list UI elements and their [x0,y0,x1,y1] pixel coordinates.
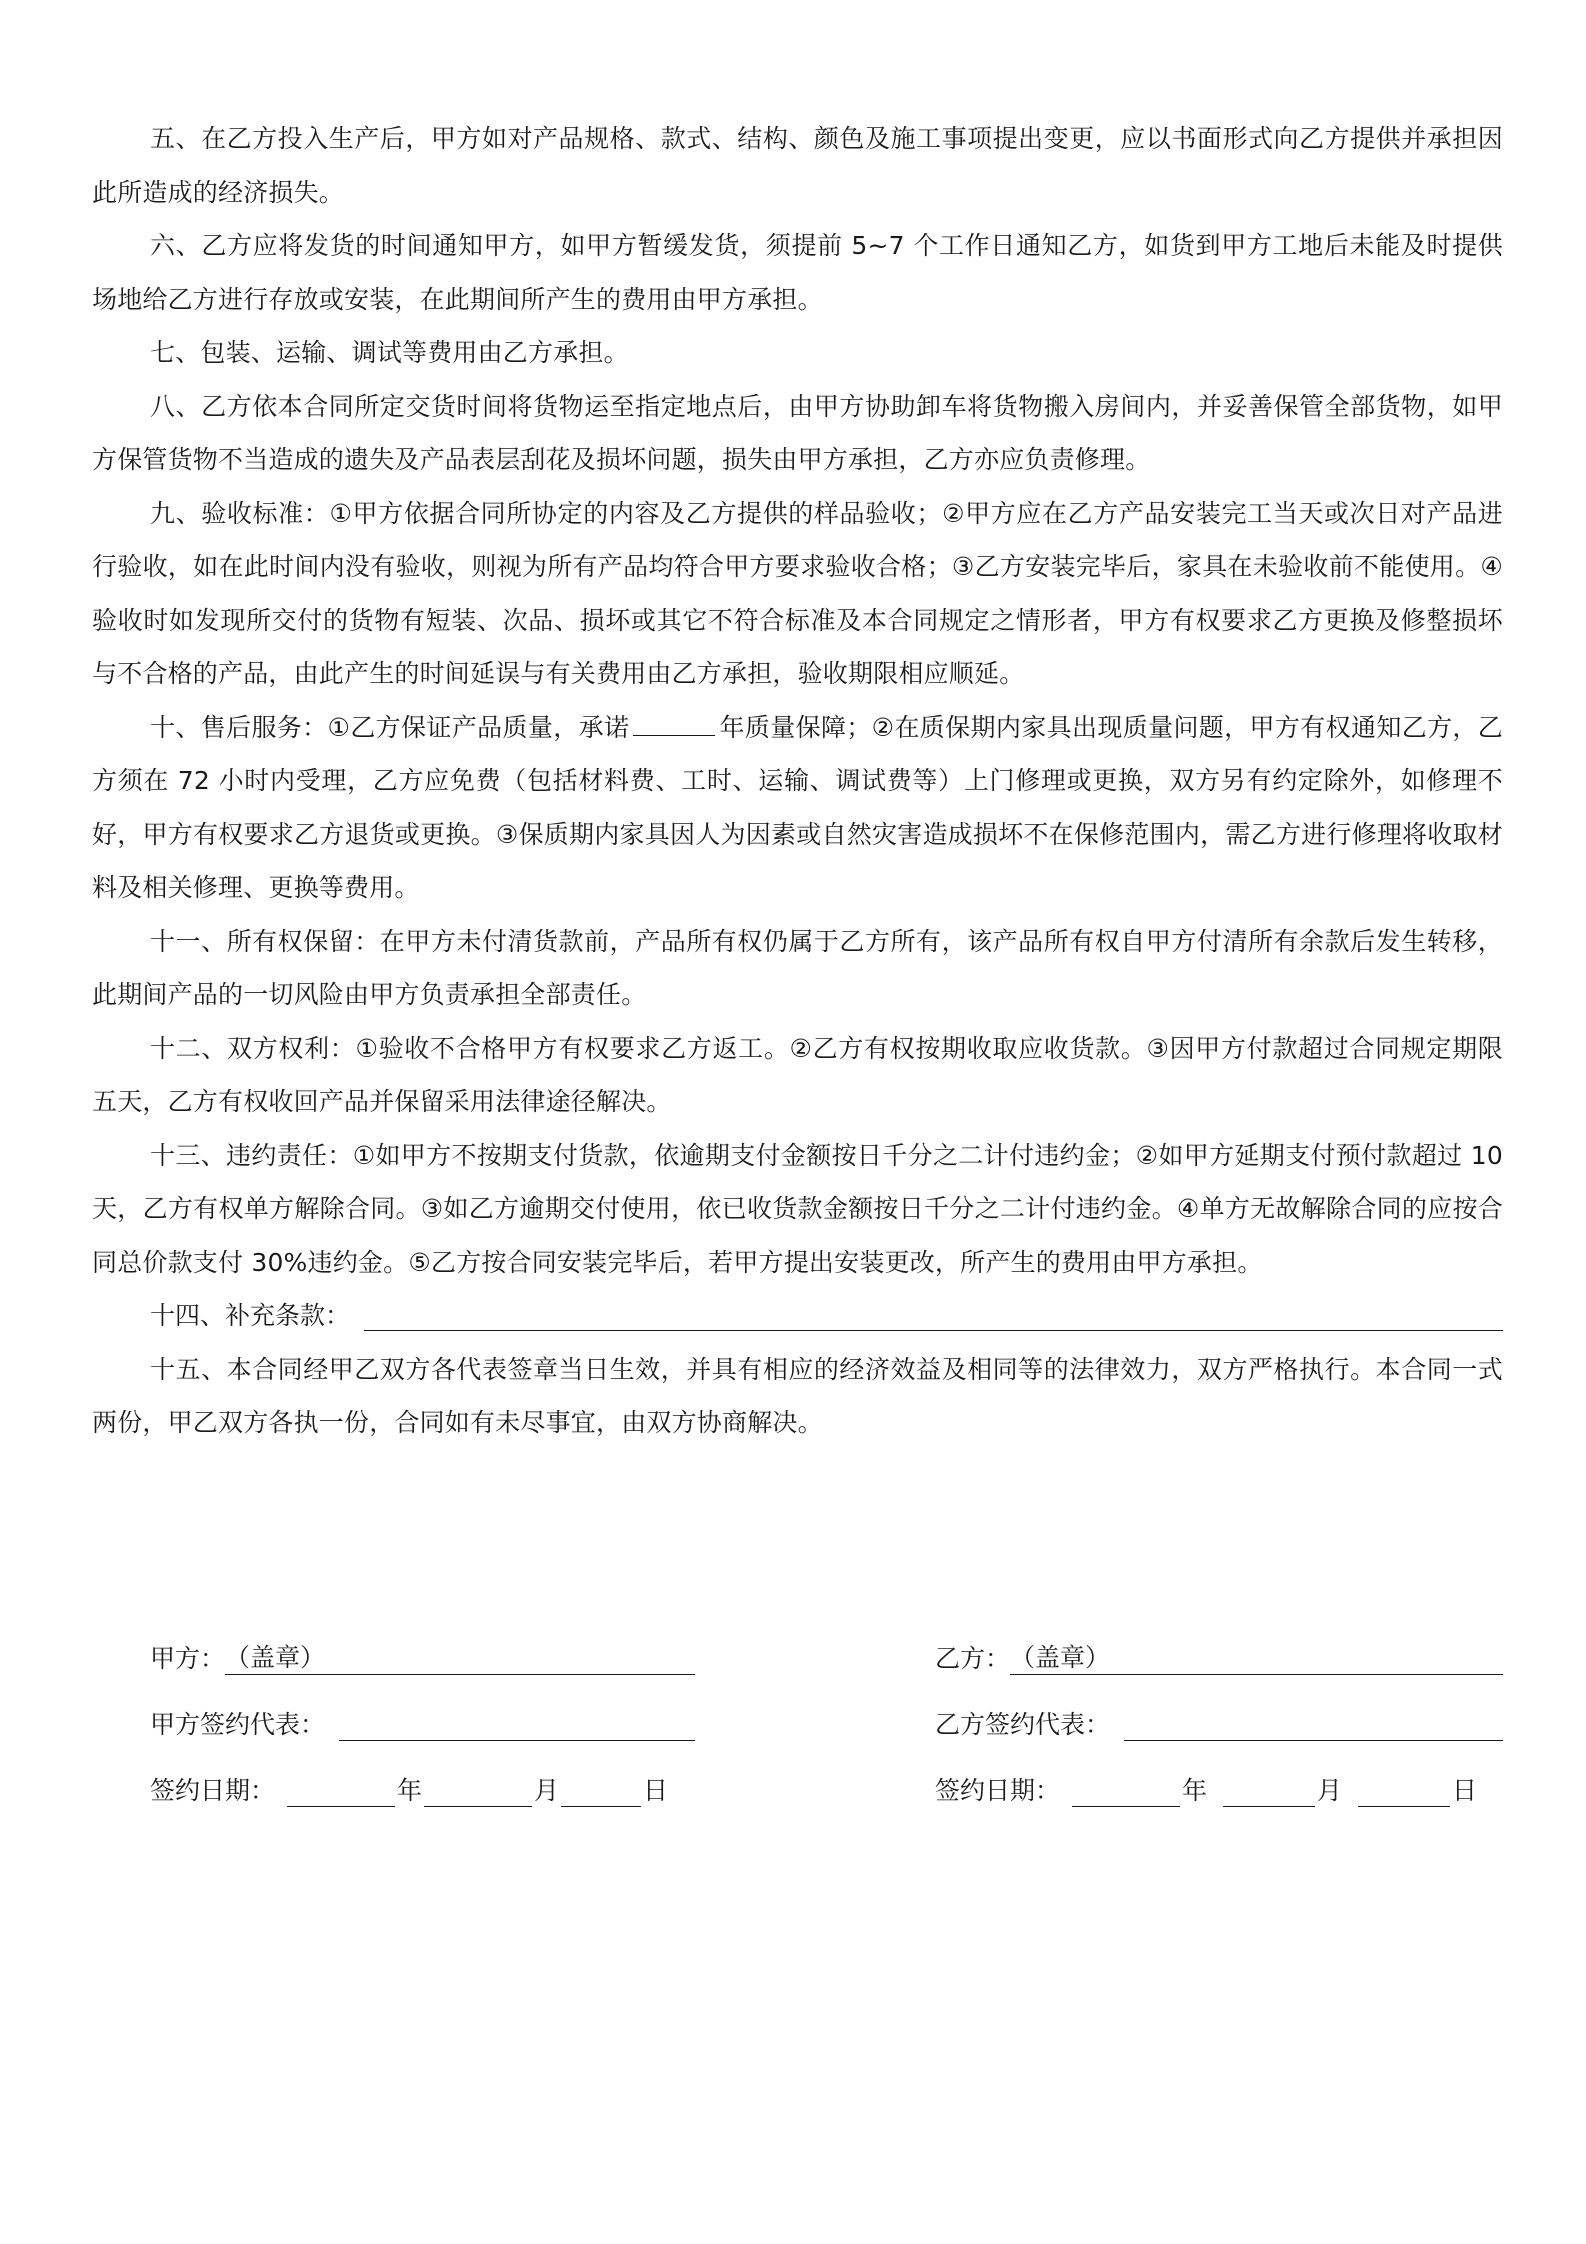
clause-14 [92,1289,1503,1343]
clause-10 [92,701,1503,915]
party-b-rep-field[interactable] [1124,1710,1503,1741]
party-a-seal-hint: （盖章） [225,1643,326,1672]
party-b-year-blank[interactable] [1072,1776,1180,1807]
party-a-rep-field[interactable] [339,1710,695,1741]
party-a-date-label: 签约日期： [150,1776,276,1805]
party-a-month-blank[interactable] [424,1776,532,1807]
party-b-seal-hint: （盖章） [1010,1643,1111,1672]
party-a-seal-row [150,1609,695,1675]
party-b-label: 乙方： [935,1644,1011,1673]
party-a-day-blank[interactable] [561,1776,641,1807]
party-a-seal-field[interactable] [225,1644,695,1675]
party-b-rep-row [935,1675,1503,1741]
party-a-year-unit: 年 [397,1776,423,1805]
party-b-month-unit: 月 [1317,1776,1343,1805]
clause-10-text-after: 年质量保障；②在质保期内家具出现质量问题，甲方有权通知乙方，乙方须在 72 小时内受理，乙方应免费（包括材料费、工时、运输、调试费等）上门修理或更换，双方另有约定除外，如修理不好，甲方有权要求乙方退货或更换。③保质期内家具因人为因素或自然灾害造成损坏不在保修范围内，需乙方进行修理将收取材料及相关修理、更换等费用。 [92,712,1503,902]
party-a-day-unit: 日 [643,1776,669,1805]
contract-page [92,112,1503,1805]
party-a-date-row [150,1741,695,1807]
party-b-rep-label: 乙方签约代表： [935,1710,1111,1739]
party-a-rep-label: 甲方签约代表： [150,1710,326,1739]
party-b-day-unit: 日 [1452,1776,1478,1805]
clause-15: 十五、本合同经甲乙双方各代表签章当日生效，并具有相应的经济效益及相同等的法律效力，双方严格执行。本合同一式两份，甲乙双方各执一份，合同如有未尽事宜，由双方协商解决。 [92,1354,1503,1437]
party-b-date-row [935,1741,1503,1807]
party-b-year-unit: 年 [1182,1776,1208,1805]
supplementary-terms-blank[interactable] [364,1329,1503,1331]
party-b-month-blank[interactable] [1223,1776,1315,1807]
party-a-label: 甲方： [150,1644,226,1673]
party-a-rep-row [150,1675,695,1741]
clause-7: 七、包装、运输、调试等费用由乙方承担。 [150,338,629,367]
clause-6: 六、乙方应将发货的时间通知甲方，如甲方暂缓发货，须提前 5~7 个工作日通知乙方，如货到甲方工地后未能及时提供场地给乙方进行存放或安装，在此期间所产生的费用由甲方承担。 [92,231,1503,314]
party-b-day-blank[interactable] [1358,1776,1450,1807]
warranty-years-blank[interactable] [633,707,715,736]
party-b-signature [935,1609,1503,1807]
party-a-signature [150,1609,695,1807]
party-a-month-unit: 月 [534,1776,560,1805]
party-a-year-blank[interactable] [287,1776,395,1807]
clause-8: 八、乙方依本合同所定交货时间将货物运至指定地点后，由甲方协助卸车将货物搬入房间内，并妥善保管全部货物，如甲方保管货物不当造成的遗失及产品表层刮花及损坏问题，损失由甲方承担，乙方亦应负责修理。 [92,391,1503,474]
clause-12: 十二、双方权利：①验收不合格甲方有权要求乙方返工。②乙方有权按期收取应收货款。③因甲方付款超过合同规定期限五天，乙方有权收回产品并保留采用法律途径解决。 [92,1033,1503,1116]
clause-9: 九、验收标准：①甲方依据合同所协定的内容及乙方提供的样品验收；②甲方应在乙方产品安装完工当天或次日对产品进行验收，如在此时间内没有验收，则视为所有产品均符合甲方要求验收合格；③乙方安装完毕后，家具在未验收前不能使用。④验收时如发现所交付的货物有短装、次品、损坏或其它不符合标准及本合同规定之情形者，甲方有权要求乙方更换及修整损坏与不合格的产品，由此产生的时间延误与有关费用由乙方承担，验收期限相应顺延。 [92,498,1503,688]
clause-10-text-before: 十、售后服务：①乙方保证产品质量，承诺 [150,712,630,742]
clause-11: 十一、所有权保留：在甲方未付清货款前，产品所有权仍属于乙方所有，该产品所有权自甲方付清所有余款后发生转移，此期间产品的一切风险由甲方负责承担全部责任。 [92,926,1503,1009]
clause-5: 五、在乙方投入生产后，甲方如对产品规格、款式、结构、颜色及施工事项提出变更，应以书面形式向乙方提供并承担因此所造成的经济损失。 [92,124,1503,207]
party-b-seal-field[interactable] [1010,1644,1503,1675]
party-b-seal-row [935,1609,1503,1675]
clause-13: 十三、违约责任：①如甲方不按期支付货款，依逾期支付金额按日千分之二计付违约金；②如甲方延期支付预付款超过 10 天，乙方有权单方解除合同。③如乙方逾期交付使用，依已收货款金额按日千分之二计付违约金。④单方无故解除合同的应按合同总价款支付 30%违约金。⑤乙方按合同安装完毕后，若甲方提出安装更改，所产生的费用由甲方承担。 [92,1140,1503,1277]
party-b-date-label: 签约日期： [935,1776,1061,1805]
clause-14-label: 十四、补充条款： [150,1301,351,1330]
